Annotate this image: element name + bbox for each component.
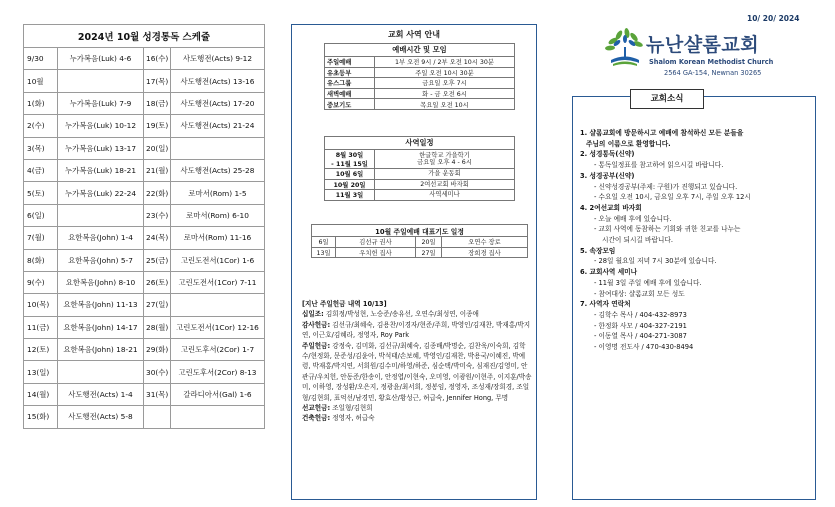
bible-day: 4(금) — [24, 159, 58, 181]
bible-day: 15(화) — [24, 406, 58, 428]
news-item — [580, 149, 812, 170]
news-item-line: 주님의 이름으로 환영합니다. — [586, 139, 671, 148]
worship-table — [324, 43, 515, 110]
bible-reading — [58, 70, 144, 92]
bible-reading: 누가복음(Luk) 22-24 — [58, 182, 144, 204]
bible-reading-table — [23, 24, 265, 429]
offering-label: 건축헌금: — [302, 414, 331, 423]
bible-row — [24, 115, 265, 137]
offering-item — [302, 309, 532, 319]
bible-reading: 누가복음(Luk) 10-12 — [58, 115, 144, 137]
bible-row — [24, 406, 265, 428]
schedule-date: 10월 20일 — [325, 179, 375, 190]
schedule-row — [325, 179, 515, 190]
worship-time: 화 - 금 오전 6시 — [375, 88, 515, 99]
bible-reading: 요한복음(John) 18-21 — [58, 339, 144, 361]
bible-reading: 사도행전(Acts) 21-24 — [171, 115, 265, 137]
bible-day: 3(목) — [24, 137, 58, 159]
schedule-row — [325, 169, 515, 180]
bible-reading — [171, 406, 265, 428]
bible-day: 29(화) — [144, 339, 171, 361]
bible-row — [24, 227, 265, 249]
bible-reading: 사도행전(Acts) 9-12 — [171, 48, 265, 70]
worship-row — [325, 57, 515, 68]
bible-reading: 사도행전(Acts) 1-4 — [58, 383, 144, 405]
bible-row — [24, 137, 265, 159]
bible-row — [24, 92, 265, 114]
offering-names: 김희정/박성현, 노승준/송유선, 오연수/최성연, 이종애 — [325, 310, 479, 319]
bible-reading: 요한복음(John) 14-17 — [58, 316, 144, 338]
bible-day: 16(수) — [144, 48, 171, 70]
schedule-date: 11월 3일 — [325, 190, 375, 201]
bible-reading: 사도행전(Acts) 25-28 — [171, 159, 265, 181]
bible-reading — [171, 137, 265, 159]
bible-row — [24, 70, 265, 92]
bible-day: 6(일) — [24, 204, 58, 226]
news-item-line: - 신약성경공부(주제: 구원)가 진행되고 있습니다. — [594, 182, 738, 191]
worship-name: 중보기도 — [325, 99, 375, 110]
worship-time: 1부 오전 9시 / 2부 오전 10시 30분 — [375, 57, 515, 68]
bible-day: 2(수) — [24, 115, 58, 137]
bible-row — [24, 271, 265, 293]
news-item — [580, 267, 812, 299]
bible-day: 10(목) — [24, 294, 58, 316]
news-item-heading: 4. 2여선교회 바자회 — [580, 203, 642, 212]
offering-names: 정영자, 허급숙 — [332, 414, 375, 423]
bible-day: 23(수) — [144, 204, 171, 226]
bible-reading: 갈라디아서(Gal) 1-6 — [171, 383, 265, 405]
bible-reading: 고린도후서(2Cor) 1-7 — [171, 339, 265, 361]
news-item-line: - 수요일 오전 10시, 금요일 오후 7시, 주일 오후 12시 — [594, 193, 751, 202]
bible-reading: 누가복음(Luk) 18-21 — [58, 159, 144, 181]
bible-day: 12(토) — [24, 339, 58, 361]
prayer-date: 20일 — [416, 237, 442, 248]
worship-row — [325, 88, 515, 99]
prayer-row — [312, 247, 528, 258]
news-item-line: - 이영명 전도사 / 470-430-8494 — [594, 343, 694, 352]
news-item-line: - 28일 월요일 저녁 7시 30분에 있습니다. — [594, 257, 717, 266]
bible-reading — [58, 204, 144, 226]
bible-reading: 요한복음(John) 5-7 — [58, 249, 144, 271]
bible-day: 17(목) — [144, 70, 171, 92]
news-item-line: - 김학수 목사 / 404-432-8973 — [594, 310, 687, 319]
bible-day: 9/30 — [24, 48, 58, 70]
church-tree-logo-icon — [603, 27, 647, 71]
bible-day: 18(금) — [144, 92, 171, 114]
prayer-date: 6일 — [312, 237, 336, 248]
bible-reading: 누가복음(Luk) 13-17 — [58, 137, 144, 159]
bible-day — [144, 406, 171, 428]
offering-label: 십일조: — [302, 310, 324, 319]
offering-list — [302, 299, 532, 424]
bible-reading: 고린도전서(1Cor) 7-11 — [171, 271, 265, 293]
worship-time: 금요일 오후 7시 — [375, 78, 515, 89]
bible-day: 30(수) — [144, 361, 171, 383]
offering-item — [302, 341, 532, 403]
bible-reading: 사도행전(Acts) 5-8 — [58, 406, 144, 428]
bible-day: 27(일) — [144, 294, 171, 316]
bible-reading: 요한복음(John) 1-4 — [58, 227, 144, 249]
bible-day: 8(화) — [24, 249, 58, 271]
bible-day: 13(일) — [24, 361, 58, 383]
bible-day: 28(월) — [144, 316, 171, 338]
news-item-heading: 6. 교회사역 세미나 — [580, 268, 638, 277]
worship-name: 유스그룹 — [325, 78, 375, 89]
news-item-line: - 이동열 목사 / 404-271-3087 — [594, 332, 687, 341]
bible-reading: 사도행전(Acts) 17-20 — [171, 92, 265, 114]
bible-day: 31(목) — [144, 383, 171, 405]
news-item — [580, 203, 812, 246]
bible-reading: 사도행전(Acts) 13-16 — [171, 70, 265, 92]
bible-reading: 고린도전서(1Cor) 12-16 — [171, 316, 265, 338]
worship-name: 새벽예배 — [325, 88, 375, 99]
bible-day: 22(화) — [144, 182, 171, 204]
prayer-person: 오연수 장로 — [442, 237, 528, 248]
bible-reading: 요한복음(John) 11-13 — [58, 294, 144, 316]
bible-row — [24, 159, 265, 181]
bulletin-date: 10/ 20/ 2024 — [747, 14, 800, 23]
prayer-person: 김선규 권사 — [336, 237, 416, 248]
bible-day: 24(목) — [144, 227, 171, 249]
news-item-line: - 오늘 예배 후에 있습니다. — [594, 214, 672, 223]
bible-reading: 누가복음(Luk) 4-6 — [58, 48, 144, 70]
offering-label: 감사헌금: — [302, 320, 331, 329]
bible-day: 21(월) — [144, 159, 171, 181]
bible-reading — [58, 361, 144, 383]
worship-row — [325, 67, 515, 78]
church-address: 2564 GA-154, Newnan 30265 — [664, 69, 762, 77]
bible-day: 10월 — [24, 70, 58, 92]
worship-name: 주일예배 — [325, 57, 375, 68]
bible-reading: 로마서(Rom) 6-10 — [171, 204, 265, 226]
bible-day: 20(일) — [144, 137, 171, 159]
worship-row — [325, 78, 515, 89]
bible-row — [24, 316, 265, 338]
bible-table-title: 2024년 10월 성경통독 스케쥴 — [24, 25, 265, 48]
news-item — [580, 128, 812, 149]
worship-name: 유초등부 — [325, 67, 375, 78]
bible-day: 1(화) — [24, 92, 58, 114]
news-item-heading: 3. 성경공부(신약) — [580, 171, 635, 180]
news-item-heading: 2. 성경통독(신약) — [580, 150, 635, 159]
bible-row — [24, 361, 265, 383]
bible-row — [24, 294, 265, 316]
worship-row — [325, 99, 515, 110]
offering-header: [지난 주일헌금 내역 10/13] — [302, 300, 387, 308]
bible-day: 7(월) — [24, 227, 58, 249]
news-item — [580, 299, 812, 353]
prayer-person: 우치헌 집사 — [336, 247, 416, 258]
schedule-table — [324, 136, 515, 201]
schedule-date: 10월 6일 — [325, 169, 375, 180]
prayer-date: 27일 — [416, 247, 442, 258]
bible-day: 11(금) — [24, 316, 58, 338]
schedule-event: 가을 운동회 — [375, 169, 515, 180]
offering-label: 선교헌금: — [302, 404, 331, 413]
bible-row — [24, 204, 265, 226]
offering-item — [302, 413, 532, 423]
news-item-line: - 참여대상: 샬롬교회 모든 성도 — [594, 289, 685, 298]
bible-row — [24, 383, 265, 405]
church-news-list — [580, 128, 812, 353]
worship-time: 목요일 오전 10시 — [375, 99, 515, 110]
schedule-title: 사역일정 — [325, 137, 515, 150]
bible-reading: 요한복음(John) 8-10 — [58, 271, 144, 293]
worship-title: 예배시간 및 모임 — [325, 44, 515, 57]
church-info-title: 교회 사역 안내 — [388, 30, 440, 39]
church-name: 뉴난샬롬교회 — [646, 34, 760, 56]
bible-day: 5(토) — [24, 182, 58, 204]
bible-row — [24, 339, 265, 361]
bible-day: 19(토) — [144, 115, 171, 137]
news-item-line: - 한정화 사모 / 404-327-2191 — [594, 321, 687, 330]
church-english-name: Shalom Korean Methodist Church — [649, 58, 774, 66]
bible-row — [24, 249, 265, 271]
offering-names: 조일형/김현희 — [332, 404, 373, 413]
offering-item — [302, 320, 532, 341]
news-item-line: - 교회 사역에 동참하는 기회와 귀한 친교를 나누는 — [594, 225, 741, 234]
prayer-row — [312, 237, 528, 248]
news-item-line: - 11월 3일 주일 예배 후에 있습니다. — [594, 278, 702, 287]
prayer-person: 장희경 집사 — [442, 247, 528, 258]
bible-row — [24, 48, 265, 70]
schedule-event: 한글학교 가을학기 금요일 오후 4 - 6시 — [375, 150, 515, 169]
schedule-event: 사역세미나 — [375, 190, 515, 201]
bible-day: 9(수) — [24, 271, 58, 293]
schedule-event: 2여선교회 바자회 — [375, 179, 515, 190]
schedule-row — [325, 150, 515, 169]
bible-day: 14(월) — [24, 383, 58, 405]
prayer-date: 13일 — [312, 247, 336, 258]
news-item-heading: 1. 샬롬교회에 방문하시고 예배에 참석하신 모든 분들을 — [580, 129, 744, 137]
news-item-heading: 5. 속장모임 — [580, 246, 616, 255]
church-news-title: 교회소식 — [630, 89, 704, 109]
news-item-heading: 7. 사역자 연락처 — [580, 300, 631, 309]
news-item-line: - 통독일정표를 참고하여 읽으시길 바랍니다. — [594, 161, 724, 170]
bible-reading: 고린도전서(1Cor) 1-6 — [171, 249, 265, 271]
prayer-title: 10월 주일예배 대표기도 일정 — [312, 225, 528, 237]
news-item-line: 시간이 되시길 바랍니다. — [602, 236, 673, 245]
bible-reading: 누가복음(Luk) 7-9 — [58, 92, 144, 114]
schedule-row — [325, 190, 515, 201]
offering-label: 주일헌금: — [302, 341, 331, 350]
prayer-table — [311, 224, 528, 258]
bible-day: 26(토) — [144, 271, 171, 293]
schedule-date: 8월 30일 - 11월 15일 — [325, 150, 375, 169]
news-item — [580, 171, 812, 203]
bible-reading: 로마서(Rom) 1-5 — [171, 182, 265, 204]
bible-reading — [171, 294, 265, 316]
news-item — [580, 246, 812, 267]
bible-reading: 로마서(Rom) 11-16 — [171, 227, 265, 249]
offering-names: 강정숙, 김미화, 김선규/최혜숙, 김종배/박명순, 김찬욱/이숙희, 김학수/현정화, 문준성/김윤아, 박석태/손보혜, 박영인/김재찬, 박용국/이혜진, 박예령, 박재홍/박지연, 서희원/김수미/하영/하준, 심순택/박미숙, 심재진/김영미, 안관규/우치헌, 안동준/한송이, 안정엽/이현숙, 오미영, 이광원/이현주, 이지훈/박송미, 이하영, 장성환/오은지, 정광윤/최서희, 정봉임, 정영자, 조성재/장희경, 조일형/김현희, 표억선/남경민, 황효산/황성근, 허급숙, Jennifer Hong, 무명 — [302, 341, 532, 402]
offering-item — [302, 403, 532, 413]
worship-time: 주일 오전 10시 30분 — [375, 67, 515, 78]
bible-row — [24, 182, 265, 204]
bible-reading: 고린도후서(2Cor) 8-13 — [171, 361, 265, 383]
bible-day: 25(금) — [144, 249, 171, 271]
offering-names: 김선규/최혜숙, 김용찬/이경자/현준/주희, 박영인/김재찬, 박재홍/박지연, 이근호/김혜라, 정영자, Roy Park — [302, 320, 531, 340]
